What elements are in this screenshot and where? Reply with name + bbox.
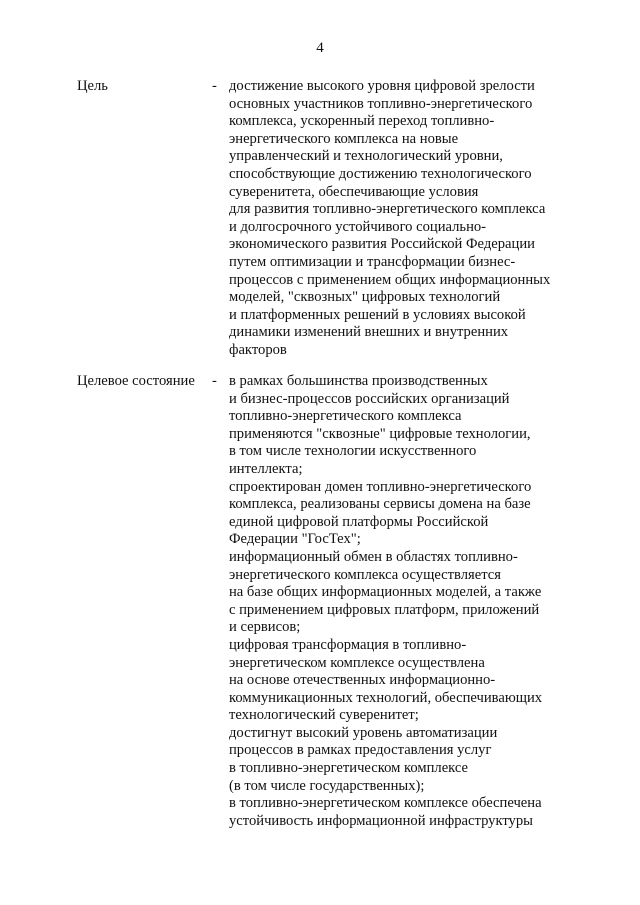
text-line: на основе отечественных информационно-: [229, 672, 496, 689]
text-line: экономического развития Российской Федерации: [229, 236, 535, 253]
text-line: на базе общих информационных моделей, а также: [229, 584, 542, 601]
text-line: комплекса, ускоренный переход топливно-: [229, 113, 495, 130]
text-line: основных участников топливно-энергетического: [229, 95, 533, 112]
text-line: путем оптимизации и трансформации бизнес-: [229, 253, 516, 270]
text-line: цифровая трансформация в топливно-: [229, 636, 467, 653]
section-text: [229, 78, 579, 360]
text-line: достижение высокого уровня цифровой зрелости: [229, 78, 535, 94]
text-line: в топливно-энергетическом комплексе: [229, 760, 469, 777]
text-line: топливно-энергетического комплекса: [229, 408, 462, 425]
text-line: применяются "сквозные" цифровые технологии,: [229, 425, 531, 442]
text-line: и сервисов;: [229, 619, 301, 636]
text-line: процессов с применением общих информационных: [229, 271, 551, 288]
text-line: в том числе технологии искусственного: [229, 443, 477, 460]
text-line: управленческий и технологический уровни,: [229, 148, 503, 165]
text-line: комплекса, реализованы сервисы домена на базе: [229, 496, 531, 513]
text-line: и долгосрочного устойчивого социально-: [229, 218, 487, 235]
text-line: энергетического комплекса осуществляется: [229, 566, 501, 583]
section-text: [229, 373, 579, 830]
text-line: в топливно-энергетическом комплексе обеспечена: [229, 795, 542, 812]
text-line: интеллекта;: [229, 460, 303, 477]
text-line: информационный обмен в областях топливно-: [229, 548, 518, 565]
text-line: технологический суверенитет;: [229, 707, 419, 724]
text-line: единой цифровой платформы Российской: [229, 513, 489, 530]
text-line: энергетическом комплексе осуществлена: [229, 654, 485, 671]
text-line: и платформенных решений в условиях высокой: [229, 306, 526, 323]
text-line: энергетического комплекса на новые: [229, 130, 459, 147]
text-line: устойчивость информационной инфраструктуры: [229, 812, 533, 829]
section-dash: -: [212, 78, 217, 94]
text-line: и бизнес-процессов российских организаций: [229, 390, 510, 407]
text-line: в рамках большинства производственных: [229, 373, 488, 389]
page-number: 4: [316, 40, 324, 56]
text-line: факторов: [229, 341, 287, 358]
text-line: для развития топливно-энергетического комплекса: [229, 201, 546, 218]
text-line: моделей, "сквозных" цифровых технологий: [229, 289, 501, 306]
text-line: процессов в рамках предоставления услуг: [229, 742, 492, 759]
section-label: Целевое состояние: [77, 373, 195, 389]
text-line: Федерации "ГосТех";: [229, 531, 361, 548]
text-line: с применением цифровых платформ, приложений: [229, 601, 540, 618]
text-line: спроектирован домен топливно-энергетического: [229, 478, 532, 495]
text-line: способствующие достижению технологического: [229, 165, 532, 182]
section-dash: -: [212, 373, 217, 389]
text-line: коммуникационных технологий, обеспечивающих: [229, 689, 543, 706]
text-line: (в том числе государственных);: [229, 777, 425, 794]
text-line: суверенитета, обеспечивающие условия: [229, 183, 479, 200]
text-line: динамики изменений внешних и внутренних: [229, 324, 509, 341]
section-label: Цель: [77, 78, 108, 94]
text-line: достигнут высокий уровень автоматизации: [229, 724, 498, 741]
